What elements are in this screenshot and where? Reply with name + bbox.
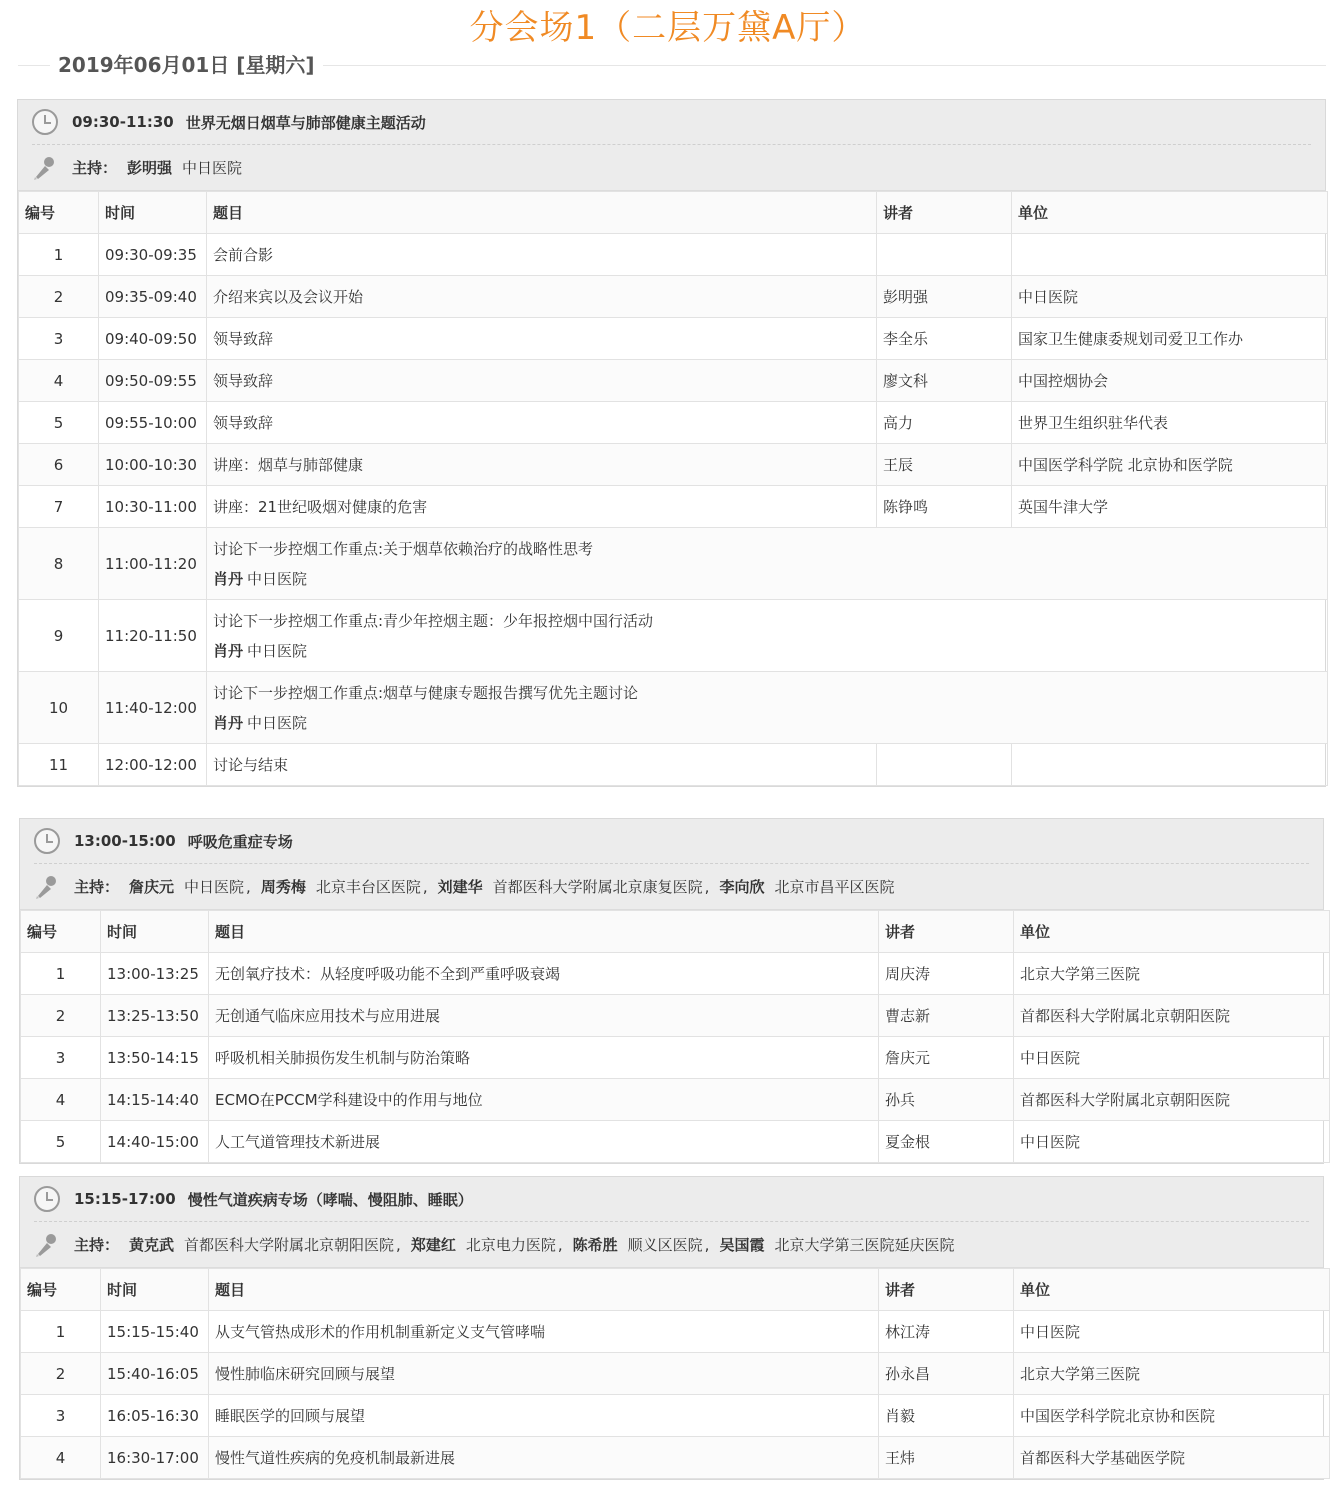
discussant-name: 肖丹	[213, 713, 244, 732]
session-title: 慢性气道疾病专场（哮喘、慢阻肺、睡眠）	[187, 1190, 473, 1209]
date-bar	[18, 50, 1326, 80]
table-row	[19, 318, 1328, 360]
row-number: 1	[21, 1311, 101, 1353]
row-org: 首都医科大学附属北京朝阳医院	[1014, 1079, 1330, 1121]
row-time: 14:15-14:40	[101, 1079, 209, 1121]
table-row	[21, 1037, 1330, 1079]
row-topic-cell	[207, 600, 1328, 672]
row-number: 10	[19, 672, 99, 744]
row-number: 6	[19, 444, 99, 486]
row-number: 5	[21, 1121, 101, 1163]
table-header-row	[21, 911, 1330, 953]
row-speaker: 詹庆元	[879, 1037, 1014, 1079]
column-header-time: 时间	[101, 1269, 209, 1311]
row-discussant	[213, 708, 1321, 738]
row-number: 9	[19, 600, 99, 672]
row-number: 11	[19, 744, 99, 786]
schedule-table	[20, 1268, 1330, 1479]
row-time: 13:50-14:15	[101, 1037, 209, 1079]
table-row	[19, 276, 1328, 318]
table-header-row	[19, 192, 1328, 234]
row-time: 11:40-12:00	[99, 672, 207, 744]
row-org	[1012, 744, 1328, 786]
microphone-icon	[34, 1232, 60, 1258]
row-time: 09:30-09:35	[99, 234, 207, 276]
discussant-name: 肖丹	[213, 569, 244, 588]
row-time: 13:00-13:25	[101, 953, 209, 995]
row-topic: 无创通气临床应用技术与应用进展	[209, 995, 879, 1037]
row-discussant	[213, 564, 1321, 594]
host-org: 顺义区医院	[627, 1236, 703, 1254]
microphone-icon	[32, 155, 58, 181]
row-speaker: 李全乐	[877, 318, 1012, 360]
row-org: 中日医院	[1012, 276, 1328, 318]
row-topic: ECMO在PCCM学科建设中的作用与地位	[209, 1079, 879, 1121]
row-number: 4	[21, 1437, 101, 1479]
table-row	[19, 360, 1328, 402]
column-header-num: 编号	[21, 911, 101, 953]
row-topic: 介绍来宾以及会议开始	[207, 276, 877, 318]
session-time: 13:00-15:00	[74, 832, 176, 850]
clock-icon	[34, 1186, 60, 1212]
row-number: 2	[19, 276, 99, 318]
host-list	[117, 157, 242, 178]
host-name: 郑建红	[410, 1236, 456, 1254]
column-header-topic: 题目	[207, 192, 877, 234]
row-speaker: 肖毅	[879, 1395, 1014, 1437]
row-org: 首都医科大学附属北京朝阳医院	[1014, 995, 1330, 1037]
host-row	[20, 864, 1323, 909]
row-org: 首都医科大学基础医学院	[1014, 1437, 1330, 1479]
table-row	[19, 234, 1328, 276]
table-header-row	[21, 1269, 1330, 1311]
row-time: 09:50-09:55	[99, 360, 207, 402]
row-speaker: 孙兵	[879, 1079, 1014, 1121]
row-speaker: 王炜	[879, 1437, 1014, 1479]
row-number: 8	[19, 528, 99, 600]
row-time: 15:40-16:05	[101, 1353, 209, 1395]
table-row	[21, 1395, 1330, 1437]
host-org: 中日医院	[182, 159, 243, 177]
row-time: 11:20-11:50	[99, 600, 207, 672]
host-name: 彭明强	[127, 159, 173, 177]
host-separator: ,	[704, 878, 710, 896]
table-row	[19, 402, 1328, 444]
host-name: 詹庆元	[129, 878, 175, 896]
row-topic: 无创氧疗技术：从轻度呼吸功能不全到严重呼吸衰竭	[209, 953, 879, 995]
row-topic: 睡眠医学的回顾与展望	[209, 1395, 879, 1437]
table-row	[21, 995, 1330, 1037]
row-number: 3	[21, 1395, 101, 1437]
row-topic: 从支气管热成形术的作用机制重新定义支气管哮喘	[209, 1311, 879, 1353]
host-name: 刘建华	[437, 878, 483, 896]
column-header-topic: 题目	[209, 1269, 879, 1311]
row-number: 1	[19, 234, 99, 276]
table-row	[19, 744, 1328, 786]
row-discussant	[213, 636, 1321, 666]
row-number: 3	[19, 318, 99, 360]
row-topic-cell	[207, 672, 1328, 744]
row-topic: 慢性肺临床研究回顾与展望	[209, 1353, 879, 1395]
session-header	[18, 100, 1325, 191]
row-time: 10:30-11:00	[99, 486, 207, 528]
row-topic: 慢性气道性疾病的免疫机制最新进展	[209, 1437, 879, 1479]
row-org: 中国控烟协会	[1012, 360, 1328, 402]
schedule-table	[20, 910, 1330, 1163]
row-topic: 讲座：烟草与肺部健康	[207, 444, 877, 486]
row-speaker: 廖文科	[877, 360, 1012, 402]
clock-icon	[32, 109, 58, 135]
column-header-speaker: 讲者	[879, 911, 1014, 953]
row-org	[1012, 234, 1328, 276]
discussant-name: 肖丹	[213, 641, 244, 660]
row-speaker: 周庆涛	[879, 953, 1014, 995]
host-separator: ,	[557, 1236, 563, 1254]
row-speaker: 夏金根	[879, 1121, 1014, 1163]
table-row	[21, 1121, 1330, 1163]
host-org: 中日医院	[184, 878, 245, 896]
row-speaker: 曹志新	[879, 995, 1014, 1037]
host-list	[119, 876, 894, 897]
row-org: 北京大学第三医院	[1014, 953, 1330, 995]
column-header-time: 时间	[101, 911, 209, 953]
row-number: 2	[21, 995, 101, 1037]
row-org: 世界卫生组织驻华代表	[1012, 402, 1328, 444]
host-label: 主持：	[74, 878, 120, 896]
table-row	[19, 528, 1328, 600]
host-row	[20, 1222, 1323, 1267]
row-org: 英国牛津大学	[1012, 486, 1328, 528]
row-number: 3	[21, 1037, 101, 1079]
discussant-org: 中日医院	[247, 713, 308, 732]
row-number: 4	[21, 1079, 101, 1121]
host-list	[119, 1234, 954, 1255]
host-org: 首都医科大学附属北京康复医院	[492, 878, 703, 896]
host-separator: ,	[246, 878, 251, 896]
discussant-org: 中日医院	[247, 641, 308, 660]
row-topic: 人工气道管理技术新进展	[209, 1121, 879, 1163]
column-header-num: 编号	[21, 1269, 101, 1311]
row-time: 11:00-11:20	[99, 528, 207, 600]
row-speaker: 陈铮鸣	[877, 486, 1012, 528]
column-header-speaker: 讲者	[879, 1269, 1014, 1311]
row-org: 中日医院	[1014, 1037, 1330, 1079]
venue-title: 分会场1（二层万黛A厅）	[469, 8, 867, 48]
session-title: 世界无烟日烟草与肺部健康主题活动	[185, 113, 426, 132]
host-name: 周秀梅	[260, 878, 306, 896]
row-topic: 呼吸机相关肺损伤发生机制与防治策略	[209, 1037, 879, 1079]
row-number: 5	[19, 402, 99, 444]
row-time: 09:40-09:50	[99, 318, 207, 360]
host-name: 吴国霞	[719, 1236, 765, 1254]
session-header	[20, 1177, 1323, 1268]
row-org: 北京大学第三医院	[1014, 1353, 1330, 1395]
session-title: 呼吸危重症专场	[187, 832, 293, 851]
host-org: 北京丰台区医院	[315, 878, 421, 896]
session-title-row	[18, 100, 1325, 144]
row-number: 1	[21, 953, 101, 995]
row-org: 国家卫生健康委规划司爱卫工作办	[1012, 318, 1328, 360]
schedule-table	[18, 191, 1328, 786]
row-speaker: 彭明强	[877, 276, 1012, 318]
row-time: 16:05-16:30	[101, 1395, 209, 1437]
row-org: 中日医院	[1014, 1311, 1330, 1353]
date-label: 2019年06月01日 [星期六]	[50, 50, 323, 80]
discussant-org: 中日医院	[247, 569, 308, 588]
row-time: 09:55-10:00	[99, 402, 207, 444]
session-title-row	[20, 819, 1323, 863]
column-header-org: 单位	[1014, 1269, 1330, 1311]
host-name: 陈希胜	[572, 1236, 618, 1254]
host-label: 主持：	[74, 1236, 120, 1254]
host-org: 首都医科大学附属北京朝阳医院	[184, 1236, 395, 1254]
row-topic: 讲座：21世纪吸烟对健康的危害	[207, 486, 877, 528]
host-row	[18, 145, 1325, 190]
row-topic: 讨论与结束	[207, 744, 877, 786]
row-number: 2	[21, 1353, 101, 1395]
row-org: 中日医院	[1014, 1121, 1330, 1163]
row-speaker: 孙永昌	[879, 1353, 1014, 1395]
row-topic: 领导致辞	[207, 360, 877, 402]
row-time: 12:00-12:00	[99, 744, 207, 786]
table-row	[19, 444, 1328, 486]
row-topic: 领导致辞	[207, 402, 877, 444]
row-speaker	[877, 744, 1012, 786]
host-org: 北京电力医院	[465, 1236, 556, 1254]
table-row	[21, 953, 1330, 995]
table-row	[21, 1311, 1330, 1353]
session-2	[19, 818, 1324, 1164]
row-topic: 讨论下一步控烟工作重点:青少年控烟主题：少年报控烟中国行活动	[213, 611, 654, 630]
row-org: 中国医学科学院北京协和医院	[1014, 1395, 1330, 1437]
host-org: 北京市昌平区医院	[774, 878, 895, 896]
row-topic: 讨论下一步控烟工作重点:关于烟草依赖治疗的战略性思考	[213, 539, 594, 558]
row-speaker: 王辰	[877, 444, 1012, 486]
row-time: 15:15-15:40	[101, 1311, 209, 1353]
row-speaker	[877, 234, 1012, 276]
host-label: 主持：	[72, 159, 118, 177]
column-header-speaker: 讲者	[877, 192, 1012, 234]
column-header-topic: 题目	[209, 911, 879, 953]
session-1	[17, 99, 1326, 787]
column-header-time: 时间	[99, 192, 207, 234]
table-row	[21, 1079, 1330, 1121]
host-separator: ,	[422, 878, 428, 896]
row-topic-cell	[207, 528, 1328, 600]
session-3	[19, 1176, 1324, 1480]
row-time: 14:40-15:00	[101, 1121, 209, 1163]
session-header	[20, 819, 1323, 910]
row-time: 10:00-10:30	[99, 444, 207, 486]
microphone-icon	[34, 874, 60, 900]
host-separator: ,	[396, 1236, 401, 1254]
table-row	[19, 600, 1328, 672]
column-header-org: 单位	[1012, 192, 1328, 234]
row-speaker: 林江涛	[879, 1311, 1014, 1353]
table-row	[21, 1437, 1330, 1479]
row-time: 09:35-09:40	[99, 276, 207, 318]
session-time: 09:30-11:30	[72, 113, 174, 131]
row-number: 4	[19, 360, 99, 402]
row-topic: 讨论下一步控烟工作重点:烟草与健康专题报告撰写优先主题讨论	[213, 683, 639, 702]
host-name: 李向欣	[719, 878, 765, 896]
row-speaker: 高力	[877, 402, 1012, 444]
row-number: 7	[19, 486, 99, 528]
row-org: 中国医学科学院 北京协和医学院	[1012, 444, 1328, 486]
session-title-row	[20, 1177, 1323, 1221]
clock-icon	[34, 828, 60, 854]
row-time: 16:30-17:00	[101, 1437, 209, 1479]
row-topic: 领导致辞	[207, 318, 877, 360]
session-time: 15:15-17:00	[74, 1190, 176, 1208]
column-header-num: 编号	[19, 192, 99, 234]
table-row	[21, 1353, 1330, 1395]
host-name: 黄克武	[129, 1236, 175, 1254]
host-separator: ,	[704, 1236, 710, 1254]
table-row	[19, 486, 1328, 528]
row-topic: 会前合影	[207, 234, 877, 276]
table-row	[19, 672, 1328, 744]
column-header-org: 单位	[1014, 911, 1330, 953]
row-time: 13:25-13:50	[101, 995, 209, 1037]
host-org: 北京大学第三医院延庆医院	[774, 1236, 955, 1254]
